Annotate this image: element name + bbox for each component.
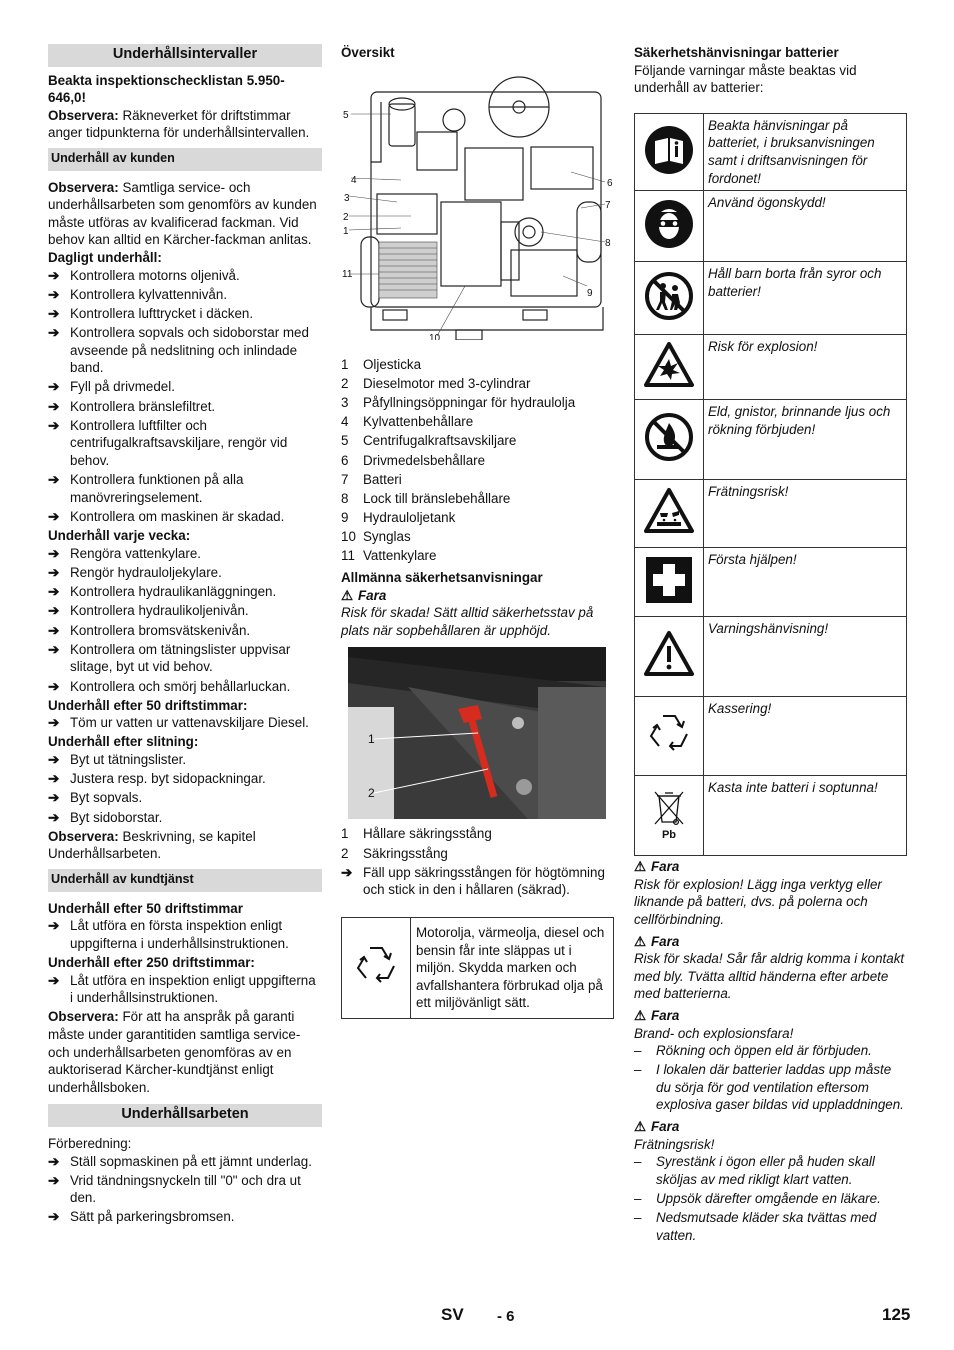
callout-7: 7 (605, 199, 611, 211)
danger-label: ⚠ Fara (634, 1119, 680, 1135)
arrow-icon: ➔ (48, 584, 60, 600)
warning-triangle-icon: ⚠ (634, 1119, 647, 1135)
arrow-icon: ➔ (48, 752, 60, 768)
warning-text: Beakta hänvisningar på batteriet, i bruksanvisningen samt i driftsanvisningen för fordonet! (704, 113, 907, 190)
list-item: ➔ Byt ut tätningslister. (48, 752, 187, 768)
section-title-maintenance-intervals: Underhållsintervaller (48, 44, 322, 67)
list-item: ➔ Kontrollera bromsvätskenivån. (48, 622, 251, 638)
machine-overview-drawing (341, 62, 614, 340)
arrow-icon: ➔ (48, 918, 60, 934)
warning-triangle-icon: ⚠ (634, 933, 647, 949)
column-3 (634, 44, 907, 1246)
safety-text: Risk för skada! Sätt alltid säkerhetsstav på plats när sopbehållaren är upphöjd. (341, 605, 594, 638)
list-item: ➔ Rengöra vattenkylare. (48, 545, 202, 561)
recycling-cell (342, 918, 411, 1019)
arrow-icon: ➔ (48, 286, 60, 302)
arrow-icon: ➔ (48, 472, 60, 488)
list-item: 11 Vattenkylare (341, 548, 437, 564)
callout-4: 4 (351, 174, 357, 186)
arrow-icon: ➔ (48, 771, 60, 787)
observe-note-2: Observera: Samtliga service- och underhållsarbeten som genomförs av kunden måste utföras av kvalificerad fackman. Vid behov kan alltid en Kärcher-fackman anlitas. (48, 179, 317, 248)
arrow-icon: ➔ (48, 809, 60, 825)
list-item: ➔ Ställ sopmaskinen på ett jämnt underlag. (48, 1153, 312, 1169)
list-item: 4 Kylvattenbehållare (341, 414, 474, 430)
list-item: ➔ Kontrollera hydraulikanläggningen. (48, 584, 277, 600)
list-item: – Rökning och öppen eld är förbjuden. (634, 1043, 872, 1059)
k250-list (48, 972, 322, 1007)
table-row (635, 617, 907, 697)
table-row (635, 697, 907, 776)
fire-rules-list (634, 1042, 907, 1114)
k50-list (48, 917, 322, 952)
arrow-icon: ➔ (48, 603, 60, 619)
arrow-icon: ➔ (48, 267, 60, 283)
wear-heading: Underhåll efter slitning: (48, 734, 199, 750)
list-item: 2 Säkringsstång (341, 845, 448, 861)
column-1 (48, 44, 322, 1228)
no-trash-bin-icon (643, 784, 695, 842)
arrow-icon: ➔ (48, 379, 60, 395)
weekly-list (48, 545, 322, 695)
battery-heading: Säkerhetshänvisningar batterier (634, 45, 839, 60)
list-item: – Nedsmutsade kläder ska tvättas med vatten. (634, 1210, 877, 1243)
daily-list (48, 267, 322, 526)
daily-heading: Dagligt underhåll: (48, 249, 162, 265)
arrow-icon: ➔ (48, 509, 60, 524)
corrosion-rules-list (634, 1153, 907, 1244)
list-item: ➔ Justera resp. byt sidopackningar. (48, 771, 266, 787)
callout-9: 9 (587, 287, 593, 299)
preparation-list (48, 1153, 322, 1227)
no-fire-icon (643, 411, 695, 463)
callout-5: 5 (343, 109, 349, 121)
list-item: ➔ Kontrollera motorns oljenivå. (48, 267, 240, 283)
overview-heading: Översikt (341, 45, 395, 60)
danger-text-3: Brand- och explosionsfara! (634, 1025, 794, 1041)
table-row (635, 776, 907, 856)
safety-bar-photo (348, 647, 606, 819)
observe-note-4: Observera: För att ha anspråk på garanti måste under garantitiden samtliga service- och underhållsarbeten genomföras av en auktoriserad Kärcher-kundtjänst enligt underhållsboken. (48, 1009, 301, 1095)
list-item: 3 Påfyllningsöppningar för hydraulolja (341, 394, 576, 410)
arrow-icon: ➔ (48, 398, 60, 414)
warning-triangle-icon: ⚠ (341, 587, 354, 603)
danger-text-2: Risk för skada! Sår får aldrig komma i kontakt med bly. Tvätta alltid händerna efter arbete med batterierna. (634, 951, 905, 1002)
arrow-icon: ➔ (48, 641, 60, 657)
list-item: ➔ Kontrollera luftfilter och centrifugalkraftsavskiljare, rengör vid behov. (48, 417, 288, 469)
k50-heading: Underhåll efter 50 driftstimmar (48, 900, 243, 916)
table-row (635, 480, 907, 548)
warning-text: Varningshänvisning! (704, 617, 907, 697)
warning-text: Håll barn borta från syror och batterier! (704, 262, 907, 335)
subsection-title-service: Underhåll av kundtjänst (48, 869, 322, 892)
warning-text: Eld, gnistor, brinnande ljus och rökning förbjuden! (704, 400, 907, 480)
warning-triangle-icon: ⚠ (634, 1007, 647, 1023)
arrow-icon: ➔ (48, 417, 60, 433)
list-item: ➔ Kontrollera om tätningslister uppvisar slitage, byt ut vid behov. (48, 641, 291, 675)
h50-heading: Underhåll efter 50 driftstimmar: (48, 697, 248, 713)
no-children-icon (643, 270, 695, 322)
danger-label: ⚠ Fara (634, 933, 680, 949)
list-item: ➔ Kontrollera kylvattennivån. (48, 286, 228, 302)
list-item: 7 Batteri (341, 471, 402, 487)
arrow-icon: ➔ (48, 305, 60, 321)
arrow-icon: ➔ (48, 622, 60, 638)
list-item: ➔ Byt sopvals. (48, 790, 143, 806)
arrow-icon: ➔ (341, 864, 353, 880)
pb-label: Pb (661, 829, 677, 842)
footer-subpage: - 6 (497, 1308, 515, 1325)
k250-heading: Underhåll efter 250 driftstimmar: (48, 954, 255, 970)
list-item: 1 Oljesticka (341, 356, 422, 372)
warning-text: Första hjälpen! (704, 548, 907, 617)
callout-6: 6 (607, 177, 613, 189)
arrow-icon: ➔ (48, 1209, 60, 1225)
list-item: ➔ Byt sidoborstar. (48, 809, 163, 825)
arrow-icon: ➔ (48, 790, 60, 806)
battery-warning-table (634, 113, 907, 856)
danger-label: ⚠ Fara (634, 1007, 680, 1023)
table-row (635, 548, 907, 617)
list-item: ➔ Låt utföra en första inspektion enligt uppgifterna i underhållsinstruktionen. (48, 918, 289, 951)
warning-text: Kasta inte batteri i soptunna! (704, 776, 907, 856)
table-row (635, 262, 907, 335)
list-item: ➔ Kontrollera och smörj behållarluckan. (48, 678, 291, 694)
footer-page-number: 125 (882, 1305, 911, 1324)
environment-note-text: Motorolja, värmeolja, diesel och bensin får inte släppas ut i miljön. Skydda marken och avfallshantera förbrukad olja på ett miljövänligt sätt. (411, 918, 614, 1019)
observe-note-3: Observera: Beskrivning, se kapitel Underhållsarbeten. (48, 828, 256, 862)
manual-info-icon (643, 124, 695, 176)
warning-text: Risk för explosion! (704, 335, 907, 400)
list-item: ➔ Kontrollera bränslefiltret. (48, 398, 216, 414)
list-item: ➔ Fäll upp säkringsstången för högtömning och stick in den i hållaren (säkrad). (341, 864, 605, 898)
table-row (635, 335, 907, 400)
arrow-icon: ➔ (48, 972, 60, 988)
warning-text: Använd ögonskydd! (704, 191, 907, 262)
list-item: 10 Synglas (341, 529, 411, 545)
weekly-heading: Underhåll varje vecka: (48, 528, 191, 544)
table-row (635, 191, 907, 262)
danger-text-1: Risk för explosion! Lägg inga verktyg eller liknande på batteri, dvs. på polerna och cellförbindning. (634, 876, 882, 927)
callout-8: 8 (605, 237, 611, 249)
warning-text: Kassering! (704, 697, 907, 776)
list-item: 1 Hållare säkringsstång (341, 826, 492, 842)
list-item: ➔ Kontrollera hydraulikoljenivån. (48, 603, 249, 619)
subsection-title-customer: Underhåll av kunden (48, 148, 322, 171)
warning-icon (643, 630, 695, 678)
corrosive-icon (643, 487, 695, 535)
parts-list (341, 356, 614, 565)
list-item: ➔ Vrid tändningsnyckeln till "0" och dra ut den. (48, 1172, 301, 1206)
list-item: ➔ Kontrollera om maskinen är skadad. (48, 509, 285, 524)
arrow-icon: ➔ (48, 545, 60, 561)
table-row (635, 400, 907, 480)
list-item: – Syrestänk i ögon eller på huden skall sköljas av med rikligt klart vatten. (634, 1154, 875, 1187)
danger-text-4: Frätningsrisk! (634, 1136, 715, 1152)
callout-1: 1 (343, 225, 349, 237)
photo-parts-list (341, 825, 614, 862)
list-item: – I lokalen där batterier laddas upp måste du sörja för god ventilation eftersom explosiva gaser bildas vid uppladdningen. (634, 1062, 904, 1113)
list-item: ➔ Kontrollera lufttrycket i däcken. (48, 305, 254, 321)
list-item: ➔ Töm ur vatten ur vattenavskiljare Diesel. (48, 715, 309, 731)
danger-label: ⚠ Fara (341, 587, 387, 603)
arrow-icon: ➔ (48, 1172, 60, 1188)
list-item: ➔ Låt utföra en inspektion enligt uppgifterna i underhållsinstruktionen. (48, 972, 316, 1006)
list-item: 5 Centrifugalkraftsavskiljare (341, 433, 517, 449)
list-item: 8 Lock till bränslebehållare (341, 490, 511, 506)
warning-triangle-icon: ⚠ (634, 859, 647, 875)
footer-language: SV (441, 1305, 464, 1324)
preparation-label: Förberedning: (48, 1135, 132, 1151)
h50-list (48, 714, 322, 732)
list-item: ➔ Fyll på drivmedel. (48, 379, 175, 395)
eye-protection-icon (643, 198, 695, 250)
callout-10: 10 (429, 332, 441, 340)
photo-step-list (341, 864, 614, 899)
list-item: 2 Dieselmotor med 3-cylindrar (341, 375, 531, 391)
arrow-icon: ➔ (48, 678, 60, 694)
battery-intro: Följande varningar måste beaktas vid underhåll av batterier: (634, 62, 857, 96)
arrow-icon: ➔ (48, 325, 60, 341)
danger-label: ⚠ Fara (634, 859, 680, 875)
section-title-maintenance-work: Underhållsarbeten (48, 1104, 322, 1127)
list-item: – Uppsök därefter omgående en läkare. (634, 1191, 881, 1207)
callout-2: 2 (343, 211, 349, 223)
first-aid-icon (644, 555, 694, 605)
explosion-icon (643, 341, 695, 389)
arrow-icon: ➔ (48, 715, 60, 731)
list-item: 6 Drivmedelsbehållare (341, 452, 486, 468)
wear-list (48, 751, 322, 826)
checklist-note: Beakta inspektionschecklistan 5.950-646,0! (48, 72, 285, 106)
arrow-icon: ➔ (48, 1153, 60, 1169)
arrow-icon: ➔ (48, 564, 60, 580)
recycling-icon (350, 940, 402, 992)
warning-text: Frätningsrisk! (704, 480, 907, 548)
safety-heading: Allmänna säkerhetsanvisningar (341, 570, 543, 586)
callout-3: 3 (344, 192, 350, 204)
photo-callout-2: 2 (368, 786, 375, 801)
list-item: ➔ Sätt på parkeringsbromsen. (48, 1209, 235, 1225)
callout-11: 11 (342, 268, 353, 280)
column-2 (341, 44, 614, 1019)
list-item: ➔ Kontrollera funktionen på alla manövreringselement. (48, 472, 244, 505)
observe-note-1: Observera: Räkneverket för driftstimmar anger tidpunkterna för underhållsintervallen. (48, 107, 310, 141)
environment-note-box (341, 917, 614, 1019)
list-item: ➔ Rengör hydrauloljekylare. (48, 564, 222, 580)
table-row (635, 113, 907, 190)
recycling-icon (643, 708, 695, 760)
list-item: 9 Hydrauloljetank (341, 510, 456, 526)
photo-callout-1: 1 (368, 732, 375, 747)
list-item: ➔ Kontrollera sopvals och sidoborstar med avseende på nedslitning och inlindade band. (48, 325, 309, 376)
